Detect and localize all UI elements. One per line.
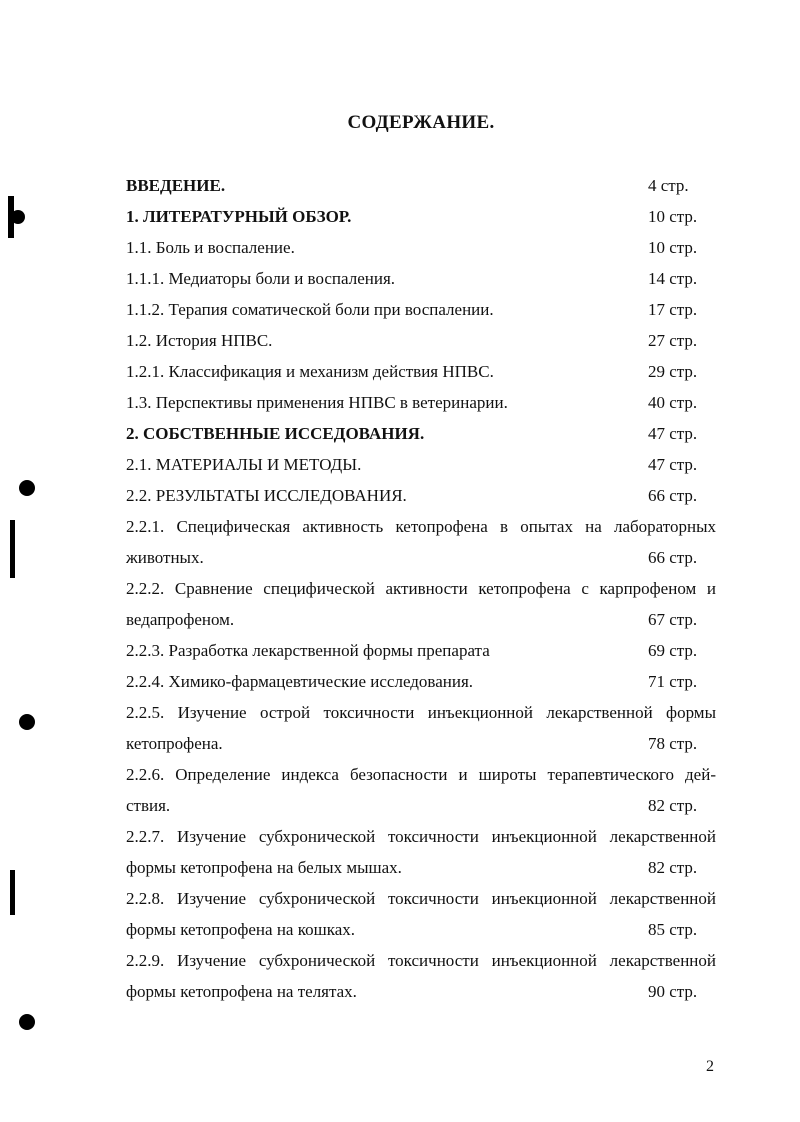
toc-entry-title: формы кетопрофена на белых мышах.: [126, 858, 402, 877]
toc-entry-page: 10 стр.: [648, 238, 698, 257]
toc-entry-page: 40 стр.: [648, 393, 698, 412]
toc-entry-continued: [126, 511, 716, 542]
toc-entry: [126, 542, 716, 573]
toc-entry-title: ствия.: [126, 796, 171, 815]
toc-entry-title: кетопрофена.: [126, 734, 223, 753]
toc-entry: [126, 449, 716, 480]
toc-entry-page: 17 стр.: [648, 300, 698, 319]
toc-entry: [126, 418, 716, 449]
binder-hole-2: [19, 714, 35, 730]
toc-entry: [126, 325, 716, 356]
toc-entry-page: 66 стр.: [648, 486, 698, 505]
binder-hole-3: [19, 1014, 35, 1030]
scan-mark-4: [10, 870, 15, 915]
toc-entry-page: 66 стр.: [648, 548, 698, 567]
toc-entry: [126, 170, 716, 201]
table-of-contents: [126, 170, 716, 1007]
toc-entry-title: 2.2.4. Химико-фармацевтические исследования.: [126, 672, 474, 691]
toc-entry-title: 1.1.1. Медиаторы боли и воспаления.: [126, 269, 396, 288]
toc-entry-continued: [126, 883, 716, 914]
toc-entry: [126, 790, 716, 821]
toc-entry-title: 2.1. МАТЕРИАЛЫ И МЕТОДЫ.: [126, 455, 362, 474]
binder-hole-1: [19, 480, 35, 496]
scan-mark-2: [11, 210, 25, 224]
toc-entry-title: 1.3. Перспективы применения НПВС в ветеринарии.: [126, 393, 508, 412]
toc-entry: [126, 387, 716, 418]
toc-entry-page: 82 стр.: [648, 858, 698, 877]
toc-entry: [126, 232, 716, 263]
toc-entry-title: формы кетопрофена на телятах.: [126, 982, 357, 1001]
toc-entry: [126, 263, 716, 294]
toc-entry-title: ВВЕДЕНИЕ.: [126, 176, 226, 195]
toc-entry-page: 14 стр.: [648, 269, 698, 288]
toc-entry-title: 2.2.3. Разработка лекарственной формы препарата: [126, 641, 490, 660]
toc-entry: [126, 356, 716, 387]
toc-entry-title-line1: 2.2.8. Изучение субхронической токсичности инъекционной лекарственной: [126, 889, 716, 908]
page-number: 2: [706, 1058, 714, 1075]
toc-entry-page: 27 стр.: [648, 331, 698, 350]
toc-entry: [126, 666, 716, 697]
toc-entry-title: ведапрофеном.: [126, 610, 235, 629]
toc-entry-title: 1.2. История НПВС.: [126, 331, 273, 350]
scan-mark-3: [10, 520, 15, 578]
toc-entry-page: 90 стр.: [648, 982, 698, 1001]
toc-entry: [126, 635, 716, 666]
toc-entry-title: формы кетопрофена на кошках.: [126, 920, 356, 939]
toc-entry-continued: [126, 821, 716, 852]
toc-entry: [126, 604, 716, 635]
toc-entry-continued: [126, 759, 716, 790]
toc-entry-page: 82 стр.: [648, 796, 698, 815]
toc-entry: [126, 294, 716, 325]
toc-entry-title: 2.2. РЕЗУЛЬТАТЫ ИССЛЕДОВАНИЯ.: [126, 486, 407, 505]
toc-entry-title-line1: 2.2.7. Изучение субхронической токсичности инъекционной лекарственной: [126, 827, 716, 846]
toc-entry-title-line1: 2.2.2. Сравнение специфической активности кетопрофена с карпрофеном и: [126, 579, 716, 598]
toc-entry-title: 1. ЛИТЕРАТУРНЫЙ ОБЗОР.: [126, 207, 352, 226]
toc-entry-title: 2. СОБСТВЕННЫЕ ИССЕДОВАНИЯ.: [126, 424, 425, 443]
toc-entry-continued: [126, 945, 716, 976]
toc-entry-page: 29 стр.: [648, 362, 698, 381]
toc-entry-title-line1: 2.2.6. Определение индекса безопасности и широты терапевтического дей-: [126, 765, 716, 784]
toc-entry-continued: [126, 697, 716, 728]
toc-entry-continued: [126, 573, 716, 604]
toc-entry-title: животных.: [126, 548, 204, 567]
toc-entry: [126, 976, 716, 1007]
toc-entry-page: 4 стр.: [648, 176, 689, 195]
toc-entry-title: 1.1. Боль и воспаление.: [126, 238, 295, 257]
toc-entry-page: 85 стр.: [648, 920, 698, 939]
toc-entry: [126, 914, 716, 945]
toc-entry: [126, 201, 716, 232]
toc-entry-page: 10 стр.: [648, 207, 698, 226]
toc-entry: [126, 852, 716, 883]
toc-entry-title: 1.1.2. Терапия соматической боли при воспалении.: [126, 300, 494, 319]
toc-entry-page: 69 стр.: [648, 641, 698, 660]
toc-entry: [126, 728, 716, 759]
page-title: СОДЕРЖАНИЕ.: [347, 112, 495, 133]
toc-entry-title-line1: 2.2.9. Изучение субхронической токсичности инъекционной лекарственной: [126, 951, 716, 970]
toc-entry-title: 1.2.1. Классификация и механизм действия НПВС.: [126, 362, 494, 381]
toc-entry-page: 67 стр.: [648, 610, 698, 629]
toc-entry-page: 78 стр.: [648, 734, 698, 753]
toc-entry-page: 47 стр.: [648, 455, 698, 474]
toc-entry-page: 47 стр.: [648, 424, 698, 443]
toc-entry-title-line1: 2.2.1. Специфическая активность кетопрофена в опытах на лабораторных: [126, 517, 716, 536]
toc-entry-page: 71 стр.: [648, 672, 698, 691]
toc-entry: [126, 480, 716, 511]
toc-entry-title-line1: 2.2.5. Изучение острой токсичности инъекционной лекарственной формы: [126, 703, 716, 722]
